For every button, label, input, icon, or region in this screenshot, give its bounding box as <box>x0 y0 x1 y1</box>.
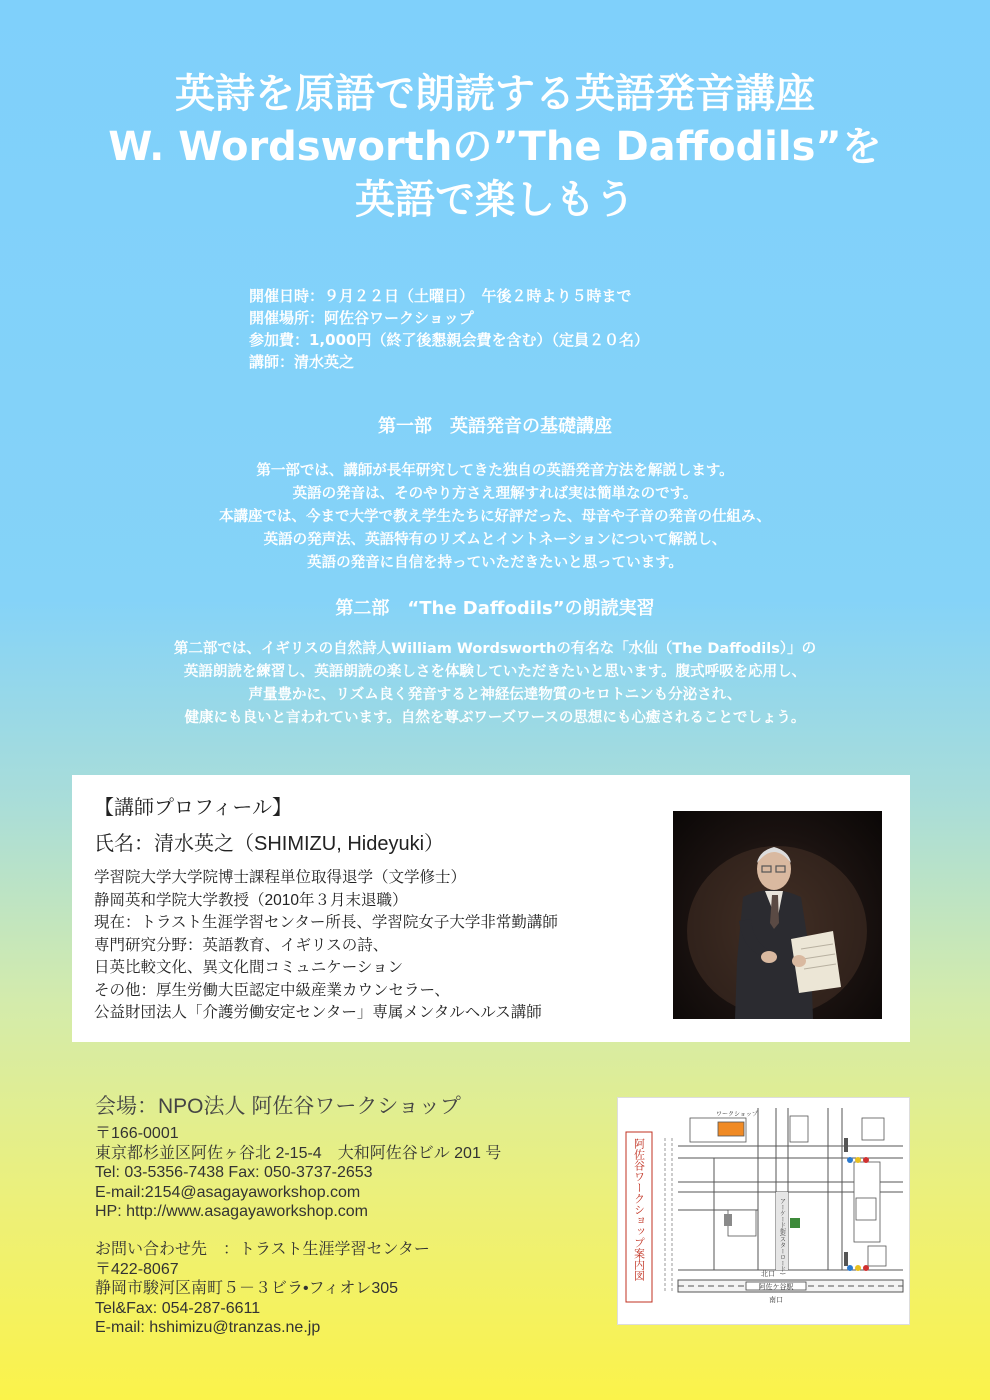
profile-line: その他：厚生労働大臣認定中級産業カウンセラー、 <box>94 981 450 999</box>
part2-heading: 第二部 “The Daffodils”の朗読実習 <box>335 598 655 619</box>
part2-line: 第二部では、イギリスの自然詩人William Wordsworthの有名な「水仙（The Daffodils）」の <box>173 641 817 657</box>
contact-tel-fax: Tel&Fax: 054-287-6611 <box>95 1299 261 1317</box>
map-north-exit: 北口 <box>761 1270 775 1278</box>
venue-map-drawing <box>618 1098 909 1324</box>
part1-line: 英語の発音は、そのやり方さえ理解すれば実は簡単なのです。 <box>292 486 698 502</box>
map-shop-label: ワークショップ <box>716 1111 758 1118</box>
contact-details <box>95 1240 430 1338</box>
profile-line: 学習院大学大学院博士課程単位取得退学（文学修士） <box>94 869 467 886</box>
profile-heading: 【講師プロフィール】 <box>94 797 292 819</box>
event-date: 開催日時：９月２２日（土曜日） 午後２時より５時まで <box>249 287 632 305</box>
map-caption: 阿佐谷ワークショップ案内図 <box>632 1138 646 1281</box>
part1-line: 第一部では、講師が長年研究してきた独自の英語発音方法を解説します。 <box>256 463 734 479</box>
profile-details <box>94 867 558 1025</box>
title-line-3: 英語で楽しもう <box>355 177 635 223</box>
profile-line: 日英比較文化、異文化間コミュニケーション <box>94 959 404 976</box>
map-south-exit: 南口 <box>769 1296 783 1304</box>
event-lecturer: 講師：清水英之 <box>249 353 355 371</box>
poster-title <box>0 68 990 227</box>
profile-line: 現在：トラスト生涯学習センター所長、学習院女子大学非常勤講師 <box>94 914 558 931</box>
contact-postal: 〒422-8067 <box>95 1260 179 1278</box>
venue-map <box>617 1097 910 1325</box>
lecturer-photo <box>673 811 882 1019</box>
venue-postal: 〒166-0001 <box>95 1125 179 1142</box>
part1-line: 本講座では、今まで大学で教え学生たちに好評だった、母音や子音の発音の仕組み、 <box>219 509 771 525</box>
part1-text <box>0 460 990 575</box>
part1-line: 英語の発声法、英語特有のリズムとイントネーションについて解説し、 <box>263 532 727 548</box>
lecturer-profile-panel <box>72 775 910 1042</box>
venue-details <box>95 1124 501 1222</box>
contact-email: E-mail: hshimizu@tranzas.ne.jp <box>95 1319 321 1336</box>
venue-tel-fax: Tel: 03-5356-7438 Fax: 050-3737-2653 <box>95 1164 373 1181</box>
profile-line: 専門研究分野：英語教育、イギリスの詩、 <box>94 936 389 954</box>
event-fee: 参加費：1,000円（終了後懇親会費を含む）（定員２０名） <box>249 331 649 349</box>
venue-homepage: HP: http://www.asagayaworkshop.com <box>95 1203 369 1220</box>
part2-line: 声量豊かに、リズム良く発音すると神経伝達物質のセロトニンも分泌され、 <box>248 687 742 703</box>
lecturer-photo-illustration <box>673 811 882 1019</box>
part2-line: 英語朗読を練習し、英語朗読の楽しさを体験していただきたいと思います。腹式呼吸を応用し、 <box>183 664 807 680</box>
venue-address: 東京都杉並区阿佐ヶ谷北 2-15-4 大和阿佐谷ビル 201 号 <box>95 1144 502 1162</box>
title-line-1: 英詩を原語で朗読する英語発音講座 <box>175 71 815 117</box>
contact-address: 静岡市駿河区南町５－３ビラ•フィオレ305 <box>95 1280 399 1297</box>
part2-line: 健康にも良いと言われています。自然を尊ぶワーズワースの思想にも心癒されることでしょう。 <box>184 710 806 726</box>
part1-line: 英語の発音に自信を持っていただきたいと思っています。 <box>307 555 683 571</box>
part1-heading: 第一部 英語発音の基礎講座 <box>378 416 612 437</box>
map-arcade-label: アーケード街(スターロード) <box>778 1198 786 1275</box>
profile-name: 氏名：清水英之（SHIMIZU, Hideyuki） <box>94 833 445 855</box>
venue-title: 会場：NPO法人 阿佐谷ワークショップ <box>95 1095 461 1118</box>
event-info <box>249 285 649 373</box>
venue-email: E-mail:2154@asagayaworkshop.com <box>95 1183 361 1201</box>
map-station: 阿佐ケ谷駅 <box>758 1283 794 1291</box>
profile-line: 静岡英和学院大学教授（2010年３月末退職） <box>94 891 408 909</box>
title-line-2: W. Wordsworthの”The Daffodils”を <box>108 124 882 170</box>
event-place: 開催場所：阿佐谷ワークショップ <box>249 309 474 327</box>
contact-label: お問い合わせ先 ：トラスト生涯学習センター <box>95 1241 430 1258</box>
profile-line: 公益財団法人「介護労働安定センター」専属メンタルヘルス講師 <box>94 1004 542 1021</box>
part2-text <box>0 638 990 730</box>
